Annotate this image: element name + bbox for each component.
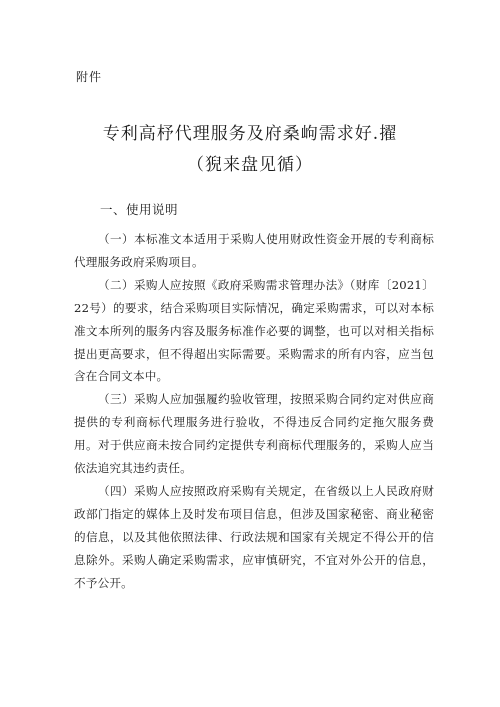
document-title-line2: （猊来盘见循） xyxy=(187,155,313,175)
paragraph-1: （一）本标准文本适用于采购人使用财政性资金开展的专利商标代理服务政府采购项目。 xyxy=(74,232,434,269)
paragraph-3: （三）采购人应加强履约验收管理，按照采购合同约定对供应商提供的专利商标代理服务进行验收，不得违反合同约定拖欠服务费用。对于供应商未按合同约定提供专利商标代理服务的，采购人应当依法追究其违约责任。 xyxy=(74,392,434,476)
attachment-label: 附件 xyxy=(76,70,103,84)
paragraph-4: （四）采购人应按照政府采购有关规定，在省级以上人民政府财政部门指定的媒体上及时发布项目信息，但涉及国家秘密、商业秘密的信息，以及其他依照法律、行政法规和国家有关规定不得公开的信息除外。采购人确定采购需求，应审慎研究，不宜对外公开的信息，不予公开。 xyxy=(74,483,434,590)
paragraph-2: （二）采购人应按照《政府采购需求管理办法》（财库〔2021〕22号）的要求，结合采购项目实际情况，确定采购需求，可以对本标准文本所列的服务内容及服务标准作必要的调整，也可以对相关指标提出更高要求，但不得超出实际需要。采购需求的所有内容，应当包含在合同文本中。 xyxy=(74,277,434,384)
document-title-line1: 专利高杼代理服务及府桑岣需求好.擢 xyxy=(102,124,398,144)
section-heading: 一、使用说明 xyxy=(100,202,179,217)
section-body xyxy=(74,228,434,595)
